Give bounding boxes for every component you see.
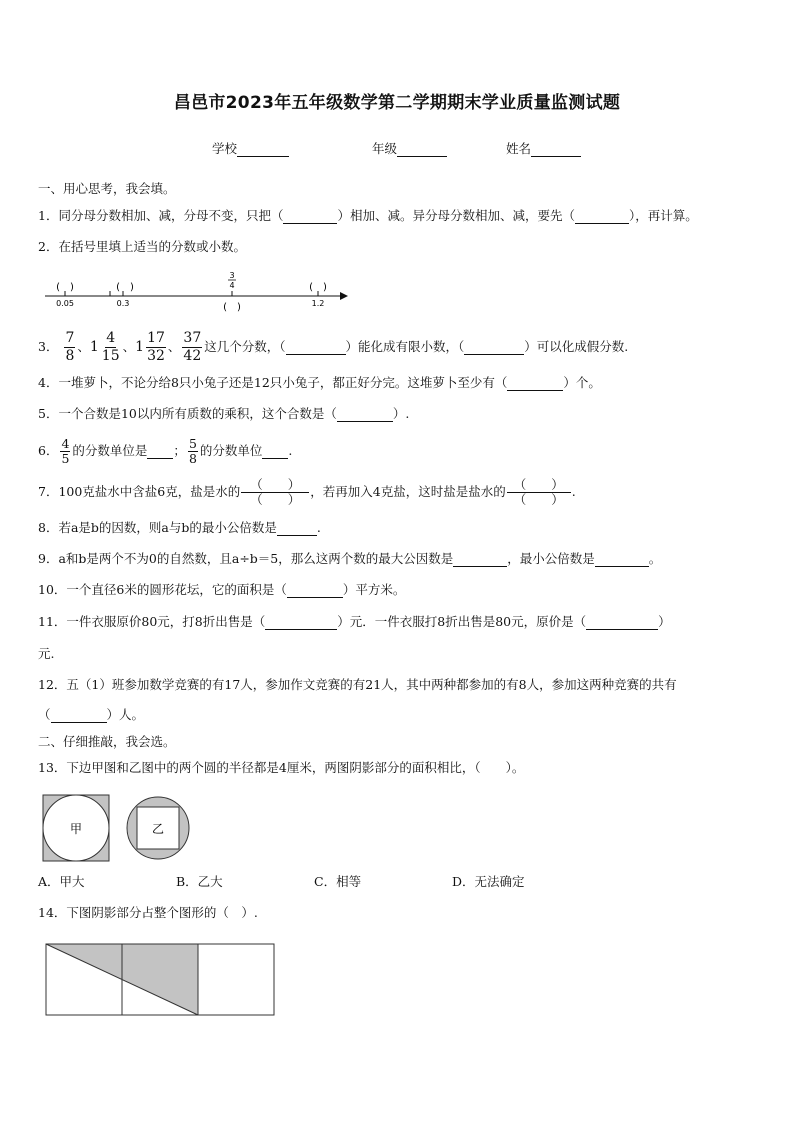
q11-continuation: 元. [38, 646, 55, 661]
q3-fraction-2 [101, 330, 121, 365]
q3-text-b: ）能化成有限小数，（ [345, 339, 465, 354]
q7-fraction-blank-1[interactable] [242, 478, 308, 507]
question-12 [38, 677, 677, 693]
q1-blank-2[interactable] [575, 210, 629, 224]
q6-text-a: 的分数单位是 [72, 443, 148, 458]
q11-blank-1[interactable] [265, 616, 337, 630]
q4-text-b: ）个。 [563, 375, 601, 390]
q5-blank[interactable] [337, 408, 393, 422]
q7-number: 7． [38, 484, 59, 499]
q3-whole-2: 1 [89, 339, 99, 355]
question-1 [38, 208, 698, 224]
label-0-3: 0.3 [116, 299, 130, 308]
q13-option-c[interactable]: C．相等 [314, 874, 362, 889]
q12-number: 12． [38, 677, 67, 692]
q7-f1-numerator[interactable]: （ ） [241, 478, 309, 493]
q9-text-a: a和b是两个不为0的自然数，且a÷b＝5，那么这两个数的最大公因数是 [58, 551, 454, 566]
section-2-heading: 二、仔细推敲，我会选。 [38, 734, 176, 749]
q8-text-a: 若a是b的因数，则a与b的最小公倍数是 [58, 520, 277, 535]
q7-f2-denominator[interactable]: （ ） [513, 492, 564, 507]
q13-option-d[interactable]: D．无法确定 [452, 874, 525, 889]
figure-jia [42, 794, 112, 864]
q3-f3-numerator: 17 [147, 330, 165, 346]
q3-f1-denominator: 8 [65, 348, 75, 364]
name-field [506, 141, 581, 157]
paren-above-1[interactable]: ( ) [56, 282, 74, 293]
q9-text-b: ，最小公倍数是 [507, 551, 595, 566]
name-blank[interactable] [531, 143, 581, 157]
q6-text-b: ； [173, 443, 186, 458]
frac-3-4-denominator: 4 [229, 281, 235, 290]
q5-text-b: ）. [392, 406, 410, 421]
q12-text-a: 五（1）班参加数学竞赛的有17人，参加作文竞赛的有21人，其中两种都参加的有8人，参加这两种竞赛的共有 [66, 677, 677, 692]
school-blank[interactable] [237, 143, 289, 157]
q8-blank[interactable] [277, 522, 317, 536]
q7-f2-numerator[interactable]: （ ） [507, 478, 571, 493]
q3-fraction-1 [64, 330, 75, 365]
q8-text-b: . [316, 520, 321, 535]
label-1-2: 1.2 [311, 299, 325, 308]
school-label: 学校 [212, 141, 238, 156]
figure-q14 [45, 943, 277, 1019]
q6-f1-denominator: 5 [61, 451, 70, 466]
q1-blank-1[interactable] [283, 210, 337, 224]
q14-number: 14． [38, 905, 67, 920]
q2-number: 2． [38, 239, 59, 254]
q9-blank-1[interactable] [453, 553, 507, 567]
q3-text-a: 这几个分数，（ [204, 339, 286, 354]
question-5 [38, 406, 409, 422]
q11-text-b: ）元．一件衣服打8折出售是80元，原价是（ [337, 614, 587, 629]
question-13 [38, 760, 524, 776]
q11-text-a: 一件衣服原价80元，打8折出售是（ [66, 614, 266, 629]
q10-number: 10． [38, 582, 67, 597]
q7-f1-denominator[interactable]: （ ） [250, 492, 301, 507]
q6-number: 6． [38, 443, 59, 458]
q3-blank-2[interactable] [464, 341, 524, 355]
q6-fraction-1 [60, 437, 70, 466]
q7-text-c: . [571, 484, 576, 499]
q3-sep-2: 、 [122, 339, 136, 354]
q10-text-a: 一个直径6米的圆形花坛，它的面积是（ [66, 582, 287, 597]
q6-f2-numerator: 5 [188, 436, 197, 451]
q13-text: 下边甲图和乙图中的两个圆的半径都是4厘米，两图阴影部分的面积相比，（ ）。 [66, 760, 525, 775]
question-10 [38, 582, 405, 598]
q14-shaded-region-middle [122, 944, 198, 1015]
q8-number: 8． [38, 520, 59, 535]
question-14 [38, 905, 258, 921]
q4-text-a: 一堆萝卜，不论分给8只小兔子还是12只小兔子，都正好分完。这堆萝卜至少有（ [58, 375, 508, 390]
q13-number: 13． [38, 760, 67, 775]
section-1-heading: 一、用心思考，我会填。 [38, 181, 176, 196]
q3-text-c: ）可以化成假分数. [524, 339, 629, 354]
number-line-figure [40, 268, 360, 318]
q9-text-c: 。 [648, 551, 662, 566]
q3-sep-1: 、 [77, 339, 90, 354]
paren-above-3[interactable]: ( ) [309, 282, 327, 293]
q6-blank-2[interactable] [262, 445, 288, 459]
q14-text: 下图阴影部分占整个图形的（ ）. [66, 905, 258, 920]
q3-number: 3． [38, 339, 59, 354]
q3-f4-denominator: 42 [183, 348, 202, 364]
name-label: 姓名 [506, 141, 532, 156]
q13-option-a[interactable]: A．甲大 [38, 874, 85, 889]
q4-blank[interactable] [507, 377, 563, 391]
jia-label: 甲 [69, 822, 83, 836]
question-4 [38, 375, 601, 391]
q5-text-a: 一个合数是10以内所有质数的乘积，这个合数是（ [58, 406, 337, 421]
grade-blank[interactable] [397, 143, 447, 157]
q6-fraction-2 [188, 437, 198, 466]
q6-blank-1[interactable] [147, 445, 173, 459]
q5-number: 5． [38, 406, 59, 421]
q2-text: 在括号里填上适当的分数或小数。 [58, 239, 246, 254]
frac-3-4-numerator: 3 [229, 271, 235, 280]
label-0-05: 0.05 [56, 299, 74, 308]
q7-text-a: 100克盐水中含盐6克，盐是水的 [58, 484, 241, 499]
paren-above-2[interactable]: ( ) [116, 282, 134, 293]
question-2 [38, 239, 246, 255]
arrow-head-icon [340, 292, 348, 300]
figure-yi [125, 795, 191, 861]
q12-text-b: （ [38, 707, 51, 722]
q11-text-c: ） [658, 614, 671, 629]
q3-f4-numerator: 37 [183, 330, 202, 346]
q13-option-b[interactable]: B．乙大 [176, 874, 223, 889]
grade-label: 年级 [372, 141, 398, 156]
question-8 [38, 520, 321, 536]
q12-text-c: ）人。 [106, 707, 145, 722]
q3-sep-3: 、 [167, 339, 181, 354]
q12-continuation [38, 707, 144, 723]
paren-below[interactable]: ( ) [223, 302, 241, 313]
q3-blank-1[interactable] [286, 341, 346, 355]
grade-field [372, 141, 447, 157]
q9-number: 9． [38, 551, 59, 566]
yi-label: 乙 [151, 822, 165, 836]
q10-blank[interactable] [287, 584, 343, 598]
q1-text-b: ）相加、减。异分母分数相加、减，要先（ [337, 208, 575, 223]
q1-number: 1． [38, 208, 59, 223]
q11-number: 11． [38, 614, 67, 629]
question-11 [38, 614, 671, 630]
q7-fraction-blank-2[interactable] [508, 478, 570, 507]
q3-f3-denominator: 32 [147, 348, 165, 364]
q3-f1-numerator: 7 [65, 330, 75, 346]
q6-f2-denominator: 8 [188, 451, 197, 466]
q4-number: 4． [38, 375, 59, 390]
q11-blank-2[interactable] [586, 616, 658, 630]
q1-text-a: 同分母分数相加、减，分母不变，只把（ [58, 208, 284, 223]
q10-text-b: ）平方米。 [342, 582, 406, 597]
q3-whole-3: 1 [135, 339, 145, 355]
q7-text-b: ，若再加入4克盐，这时盐是盐水的 [310, 484, 506, 499]
q3-fraction-3 [146, 330, 166, 365]
q1-text-c: ），再计算。 [628, 208, 698, 223]
q3-fraction-4 [182, 330, 202, 365]
q6-text-d: . [288, 443, 293, 458]
q6-text-c: 的分数单位 [199, 443, 263, 458]
question-6 [38, 434, 292, 468]
question-7 [38, 472, 576, 512]
q3-f2-numerator: 4 [106, 330, 116, 346]
school-field [212, 141, 289, 157]
q12-blank[interactable] [51, 709, 107, 723]
q9-blank-2[interactable] [595, 553, 649, 567]
q6-f1-numerator: 4 [61, 436, 70, 451]
q3-f2-denominator: 15 [101, 348, 120, 364]
question-3 [38, 328, 628, 366]
question-9 [38, 551, 661, 567]
page-title: 昌邑市2023年五年级数学第二学期期末学业质量监测试题 [173, 93, 621, 113]
